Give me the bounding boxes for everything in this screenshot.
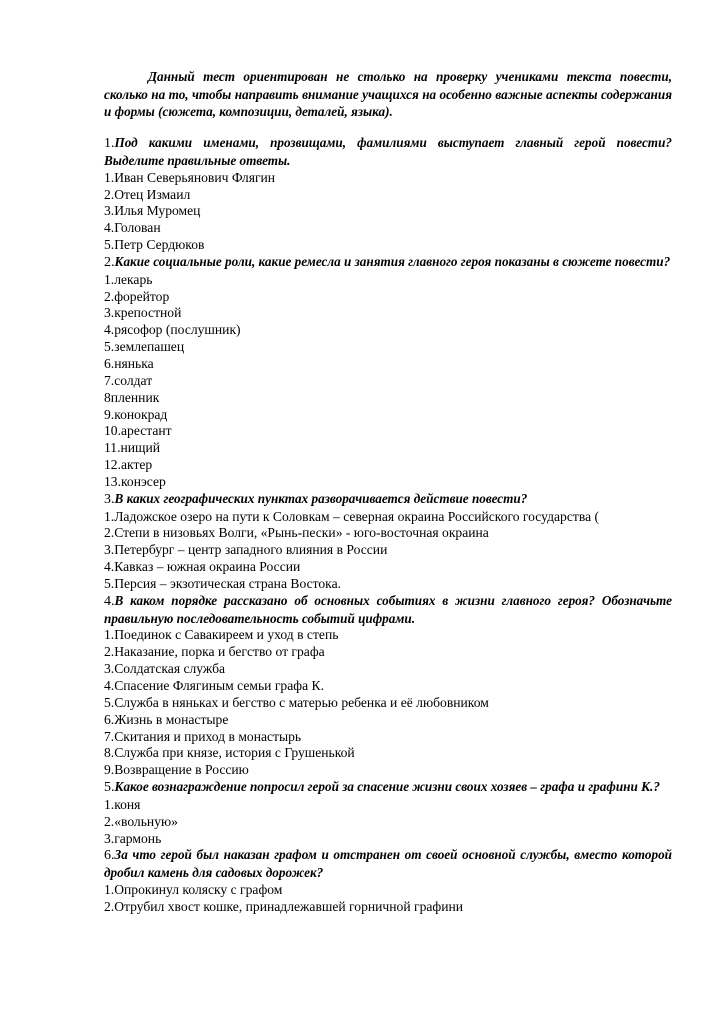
question-list (104, 135, 672, 916)
answer-option: 8пленник (104, 389, 160, 405)
answer-option: 5.Петр Сердюков (104, 237, 205, 253)
question-text: Какое вознаграждение попросил герой за спасение жизни своих хозяев – графа и графини К.? (114, 779, 660, 795)
question-text: За что герой был наказан графом и отстранен от своей основной службы, вместо которой дробил камень для садовых дорожек? (104, 847, 672, 881)
answer-option: 12.актер (104, 457, 153, 473)
answer-option: 2.«вольную» (104, 813, 178, 829)
answer-option: 9.Возвращение в Россию (104, 762, 249, 778)
answer-option: 4.рясофор (послушник) (104, 322, 241, 338)
answer-option: 9.конокрад (104, 406, 168, 422)
question-number: 4. (104, 593, 115, 609)
question-1 (104, 135, 672, 170)
answer-option: 4.Спасение Флягиным семьи графа К. (104, 678, 324, 693)
question-number: 1. (104, 136, 115, 151)
answer-option: 4.Кавказ – южная окраина России (104, 559, 301, 575)
question-2 (104, 254, 672, 272)
answer-option: 3.гармонь (104, 830, 162, 846)
answer-option: 5.Служба в няньках и бегство с матерью ребенка и её любовником (104, 694, 489, 710)
question-6 (104, 847, 672, 882)
answer-option: 1.лекарь (104, 271, 153, 287)
question-number: 6. (104, 848, 115, 864)
question-number: 3. (104, 491, 115, 507)
question-number: 5. (104, 780, 115, 796)
intro-text: Данный тест ориентирован не столько на проверку учениками текста повести, сколько на то, чтобы направить внимание учащихся на особенно важные аспекты содержания и формы (сюжета, композиции, деталей, языка). (104, 69, 672, 119)
answer-option: 8.Служба при князе, история с Грушенькой (104, 745, 355, 761)
question-text: В каком порядке рассказано об основных событиях в жизни главного героя? Обозначьте правильную последовательность событий цифрами. (104, 592, 672, 626)
answer-option: 6.Жизнь в монастыре (104, 711, 229, 727)
answer-option: 3.Солдатская служба (104, 661, 226, 677)
question-text: Какие социальные роли, какие ремесла и занятия главного героя показаны в сюжете повести? (114, 253, 671, 269)
question-5 (104, 779, 672, 797)
answer-option: 5.Персия – экзотическая страна Востока. (104, 575, 342, 591)
question-3 (104, 491, 672, 509)
answer-option: 2.Степи в низовьях Волги, «Рынь-пески» - юго-восточная окраина (104, 525, 489, 541)
question-text: В каких географических пунктах разворачивается действие повести? (114, 490, 528, 506)
answer-option: 3.крепостной (104, 305, 182, 321)
answer-option: 3.Петербург – центр западного влияния в России (104, 542, 388, 558)
answer-option: 1.Ладожское озеро на пути к Соловкам – северная окраина Российского государства ( (104, 508, 600, 524)
answer-option: 13.конэсер (104, 473, 166, 489)
answer-option: 2.Отрубил хвост кошке, принадлежавшей горничной графини (104, 898, 464, 914)
answer-option: 1.коня (104, 796, 141, 812)
answer-option: 4.Голован (104, 220, 161, 236)
answer-option: 1.Опрокинул коляску с графом (104, 882, 283, 898)
intro-paragraph (104, 68, 672, 121)
answer-option: 2.Наказание, порка и бегство от графа (104, 644, 325, 660)
answer-option: 1.Иван Северьянович Флягин (104, 169, 276, 185)
answer-option: 1.Поединок с Савакиреем и уход в степь (104, 627, 339, 643)
answer-option: 7.солдат (104, 372, 153, 388)
question-text: Под какими именами, прозвищами, фамилиями выступает главный герой повести? Выделите правильные ответы. (104, 135, 672, 168)
question-number: 2. (104, 254, 115, 270)
answer-option: 7.Скитания и приход в монастырь (104, 728, 302, 744)
answer-option: 6.нянька (104, 355, 154, 371)
answer-option: 10.арестант (104, 423, 172, 439)
answer-option: 2.Отец Измаил (104, 186, 191, 202)
question-4 (104, 593, 672, 628)
answer-option: 2.форейтор (104, 288, 170, 304)
answer-option: 3.Илья Муромец (104, 203, 201, 219)
answer-option: 11.нищий (104, 440, 161, 456)
answer-option: 5.землепашец (104, 339, 185, 355)
